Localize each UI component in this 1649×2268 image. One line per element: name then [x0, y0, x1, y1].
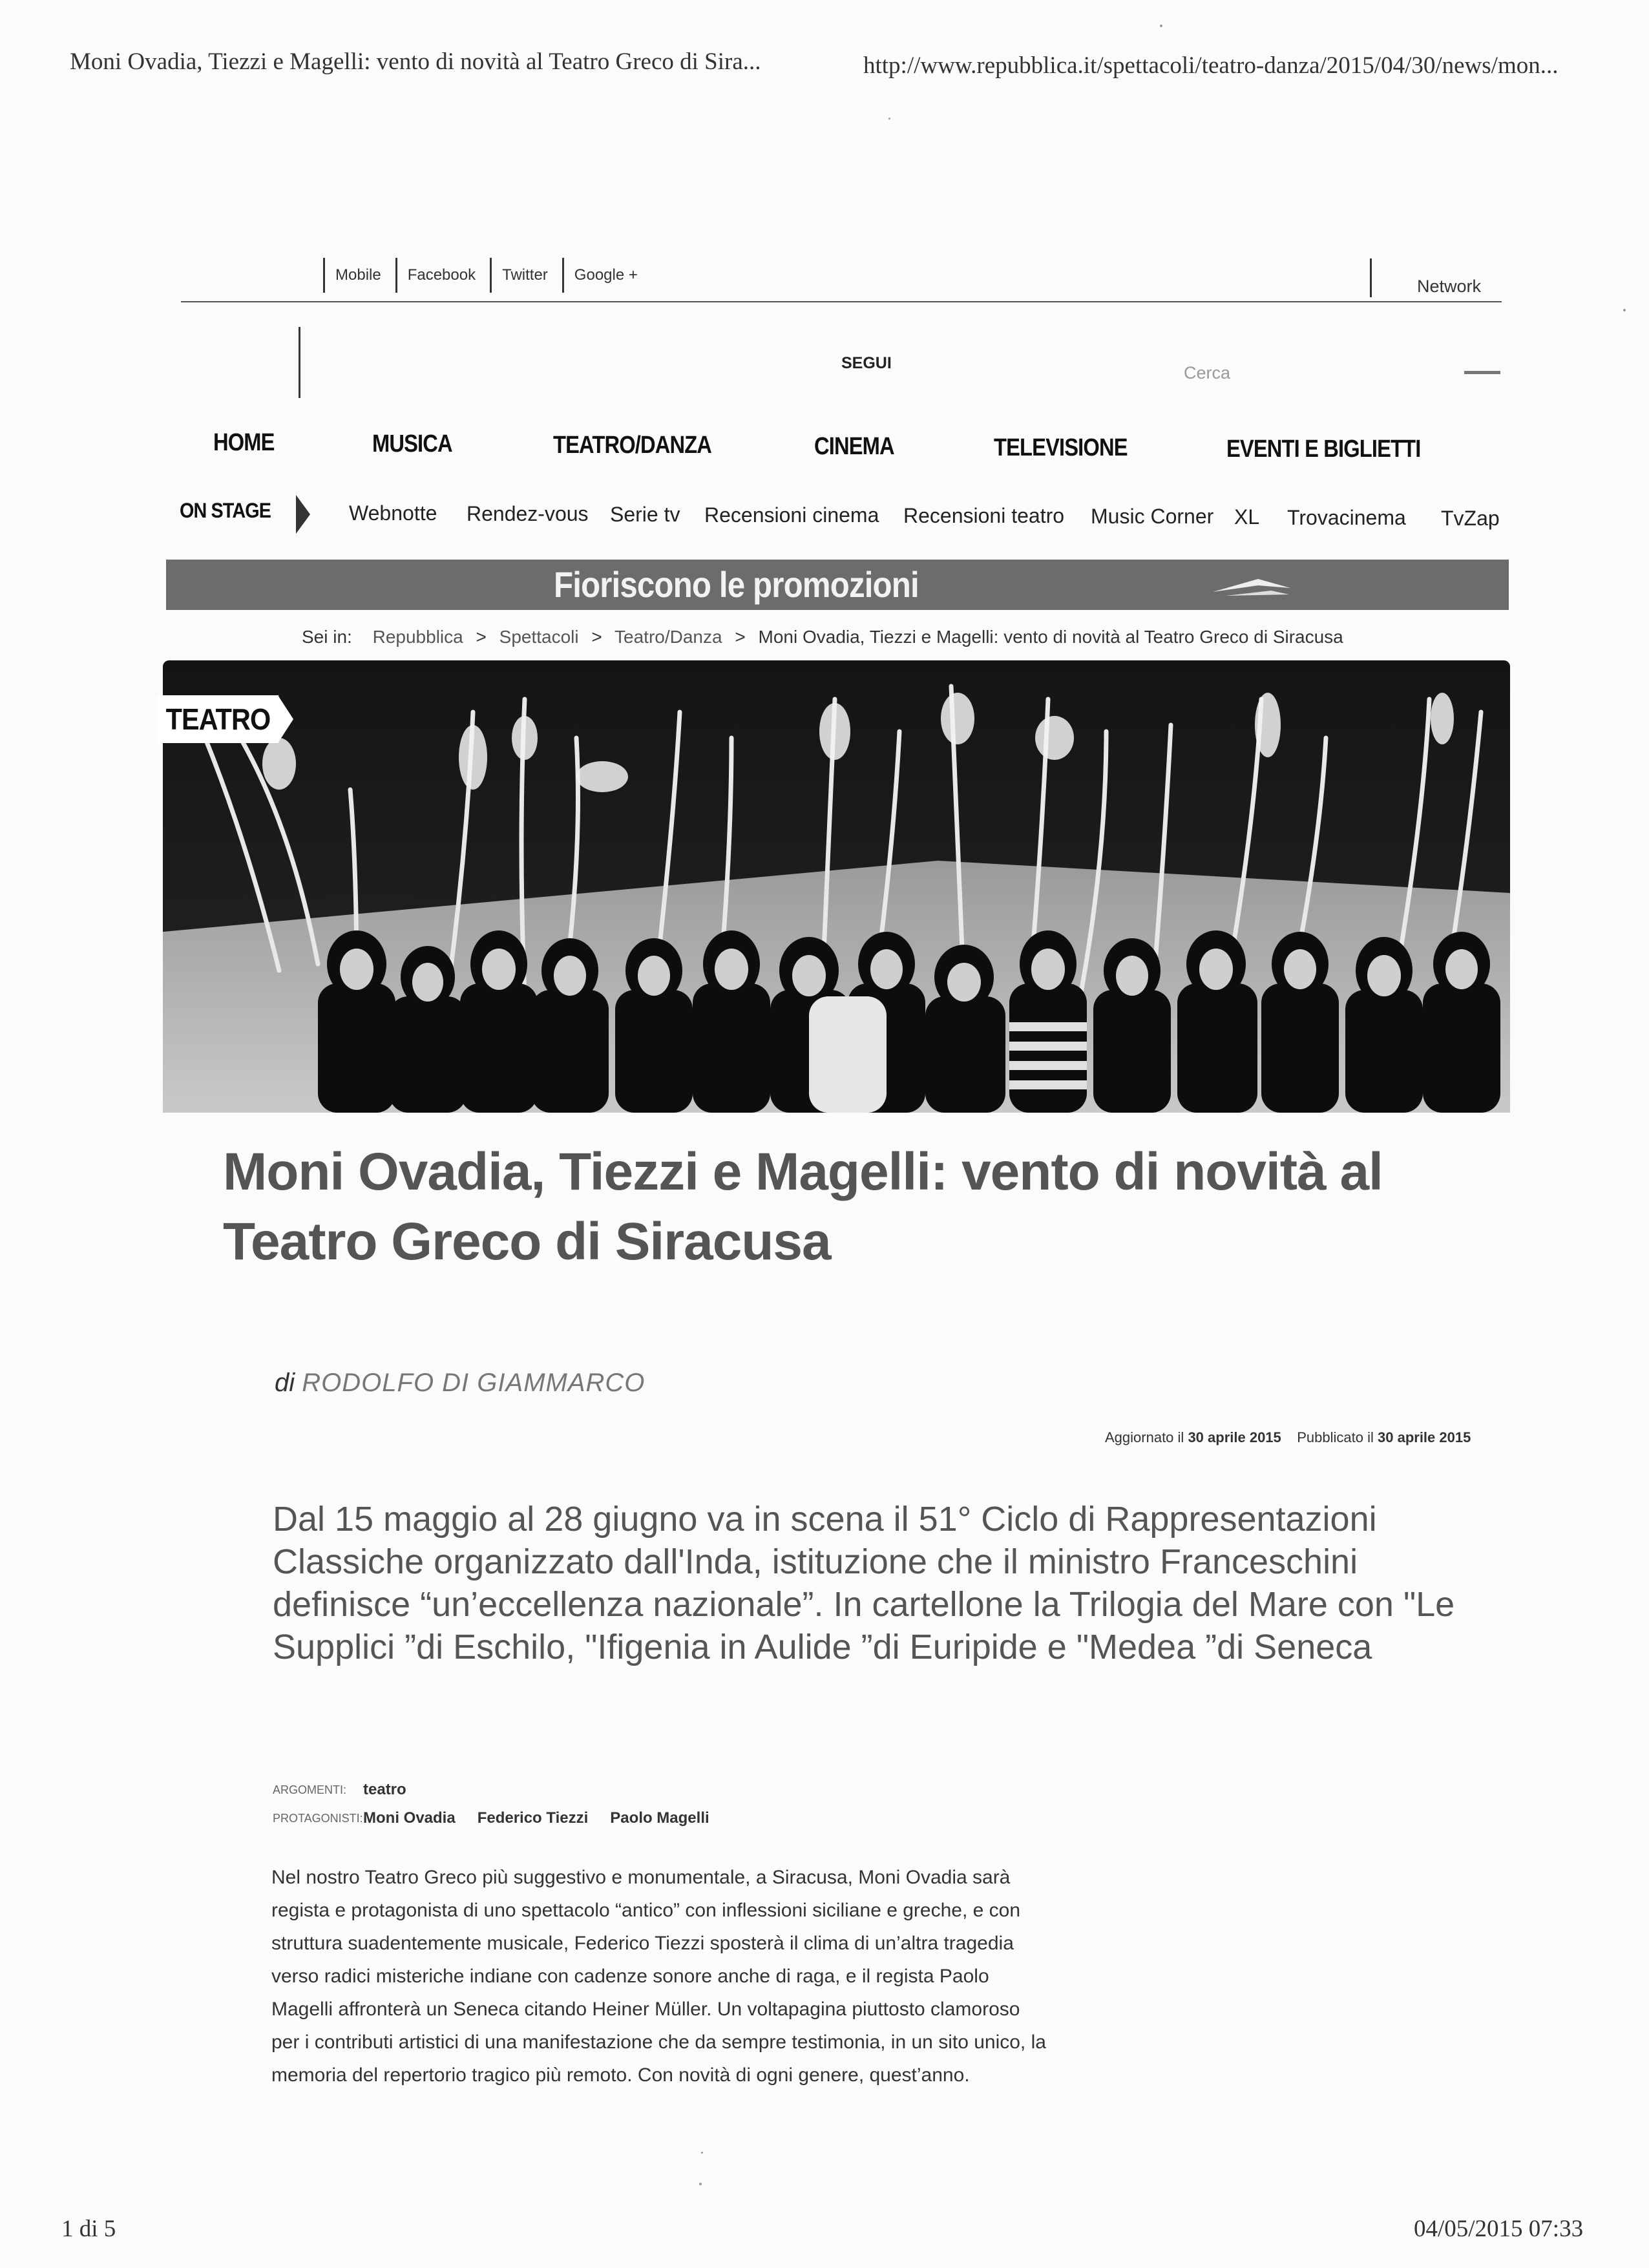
scan-speck	[701, 2152, 703, 2154]
article-dates	[1105, 1429, 1471, 1446]
social-link-twitter[interactable]: Twitter	[490, 258, 562, 293]
section-tag-teatro[interactable]	[158, 695, 293, 743]
article-body: Nel nostro Teatro Greco più suggestivo e monumentale, a Siracusa, Moni Ovadia sarà regista e protagonista di uno spettacolo “antico” con inflessioni siciliane e greche, e con struttura suadentemente musicale, Federico Tiezzi sposterà il clima di un’altra tragedia verso radici misteriche indiane con cadenze sonore anche di raga, e il regista Paolo Magelli affronterà un Seneca citando Heiner Müller. Un voltapagina piuttosto clamoroso per i contributi artistici di una manifestazione che da sempre testimonia, in un sito unico, la memoria del repertorio tragico più remoto. Con novità di ogni genere, quest’anno.	[271, 1867, 1046, 2086]
sub-nav-recensioni-cinema[interactable]: Recensioni cinema	[704, 503, 879, 527]
social-link-google-plus[interactable]: Google +	[562, 258, 652, 293]
scan-speck	[888, 118, 890, 120]
article-tags	[273, 1776, 731, 1832]
sub-nav-recensioni-teatro[interactable]: Recensioni teatro	[903, 504, 1065, 527]
hero-photo-illustration	[163, 660, 1510, 1113]
logo-divider	[299, 327, 300, 398]
search-icon[interactable]	[1464, 371, 1500, 374]
nav-item-musica[interactable]: MUSICA	[372, 430, 452, 457]
social-link-mobile[interactable]: Mobile	[323, 258, 395, 293]
article-subheadline: Dal 15 maggio al 28 giugno va in scena il 51° Ciclo di Rappresentazioni Classiche organizzato dall'Inda, istituzione che il ministro Franceschini definisce “un’eccellenza nazionale”. In cartellone la Trilogia del Mare con "Le Supplici ”di Eschilo, "Ifigenia in Aulide ”di Euripide e "Medea ”di Seneca	[273, 1500, 1455, 1666]
social-links-bar	[323, 257, 652, 293]
article-headline: Moni Ovadia, Tiezzi e Magelli: vento di novità al Teatro Greco di Siracusa	[223, 1142, 1383, 1271]
protagonisti-row	[273, 1804, 731, 1832]
sub-navigation	[349, 501, 1512, 536]
tag-link-moni-ovadia[interactable]: Moni Ovadia	[363, 1809, 456, 1827]
sub-nav-rendez-vous[interactable]: Rendez-vous	[467, 502, 589, 525]
breadcrumb-item-teatro-danza[interactable]: Teatro/Danza	[614, 627, 722, 647]
argomenti-label: ARGOMENTI:	[273, 1783, 347, 1796]
scan-speck	[699, 2183, 702, 2185]
print-page-url: http://www.repubblica.it/spettacoli/teatro-danza/2015/04/30/news/mon...	[863, 52, 1559, 79]
scan-speck	[1160, 25, 1162, 27]
social-link-facebook[interactable]: Facebook	[395, 258, 490, 293]
print-datetime: 04/05/2015 07:33	[1414, 2216, 1584, 2242]
print-page-number: 1 di 5	[61, 2216, 116, 2242]
updated-label: Aggiornato il	[1105, 1429, 1184, 1445]
published-label: Pubblicato il	[1297, 1429, 1374, 1445]
tag-link-paolo-magelli[interactable]: Paolo Magelli	[610, 1809, 709, 1827]
published-date: 30 aprile 2015	[1378, 1429, 1471, 1445]
section-tag-label: TEATRO	[158, 695, 278, 743]
main-navigation	[213, 429, 1493, 468]
promo-banner[interactable]	[166, 560, 1509, 610]
sub-nav-xl[interactable]: XL	[1234, 505, 1260, 529]
sub-nav-trovacinema[interactable]: Trovacinema	[1287, 506, 1406, 529]
search-input[interactable]	[1182, 359, 1398, 386]
article-byline	[275, 1369, 645, 1398]
nav-item-televisione[interactable]: TELEVISIONE	[994, 434, 1128, 461]
byline-prefix: di	[275, 1369, 295, 1397]
nav-item-home[interactable]: HOME	[213, 429, 275, 456]
network-link[interactable]: Network	[1370, 258, 1481, 297]
sub-nav-webnotte[interactable]: Webnotte	[349, 501, 437, 525]
author-link[interactable]: RODOLFO DI GIAMMARCO	[302, 1369, 646, 1397]
breadcrumb-current: Moni Ovadia, Tiezzi e Magelli: vento di novità al Teatro Greco di Siracusa	[758, 627, 1343, 647]
sub-nav-music-corner[interactable]: Music Corner	[1091, 505, 1214, 528]
tag-link-federico-tiezzi[interactable]: Federico Tiezzi	[477, 1809, 589, 1827]
protagonisti-label: PROTAGONISTI:	[273, 1811, 363, 1825]
scan-speck	[1623, 309, 1626, 311]
tag-link-teatro[interactable]: teatro	[363, 1781, 406, 1798]
promo-banner-text: Fioriscono le promozioni	[554, 564, 919, 605]
nav-item-teatro-danza[interactable]: TEATRO/DANZA	[553, 432, 712, 459]
hero-photo	[163, 660, 1510, 1113]
segui-button[interactable]: SEGUI	[841, 354, 892, 372]
sub-nav-serie-tv[interactable]: Serie tv	[610, 503, 680, 526]
breadcrumb-item-repubblica[interactable]: Repubblica	[372, 627, 463, 647]
print-page-title: Moni Ovadia, Tiezzi e Magelli: vento di novità al Teatro Greco di Sira...	[70, 48, 761, 75]
header-divider	[181, 301, 1502, 302]
onstage-arrow-icon	[296, 495, 310, 534]
sub-nav-tvzap[interactable]: TvZap	[1441, 507, 1500, 530]
breadcrumb-item-spettacoli[interactable]: Spettacoli	[499, 627, 579, 647]
breadcrumb-prefix: Sei in:	[302, 627, 352, 647]
onstage-label: ON STAGE	[180, 499, 271, 522]
nav-item-eventi-biglietti[interactable]: EVENTI E BIGLIETTI	[1226, 436, 1421, 463]
breadcrumb: Sei in: Repubblica > Spettacoli > Teatro/Danza > Moni Ovadia, Tiezzi e Magelli: vento di novità al Teatro Greco di Siracusa	[302, 627, 1343, 647]
argomenti-row	[273, 1776, 731, 1804]
alitalia-logo-icon	[1213, 574, 1290, 600]
nav-item-cinema[interactable]: CINEMA	[814, 433, 894, 460]
section-tag-arrow-icon	[278, 695, 293, 743]
updated-date: 30 aprile 2015	[1188, 1429, 1281, 1445]
